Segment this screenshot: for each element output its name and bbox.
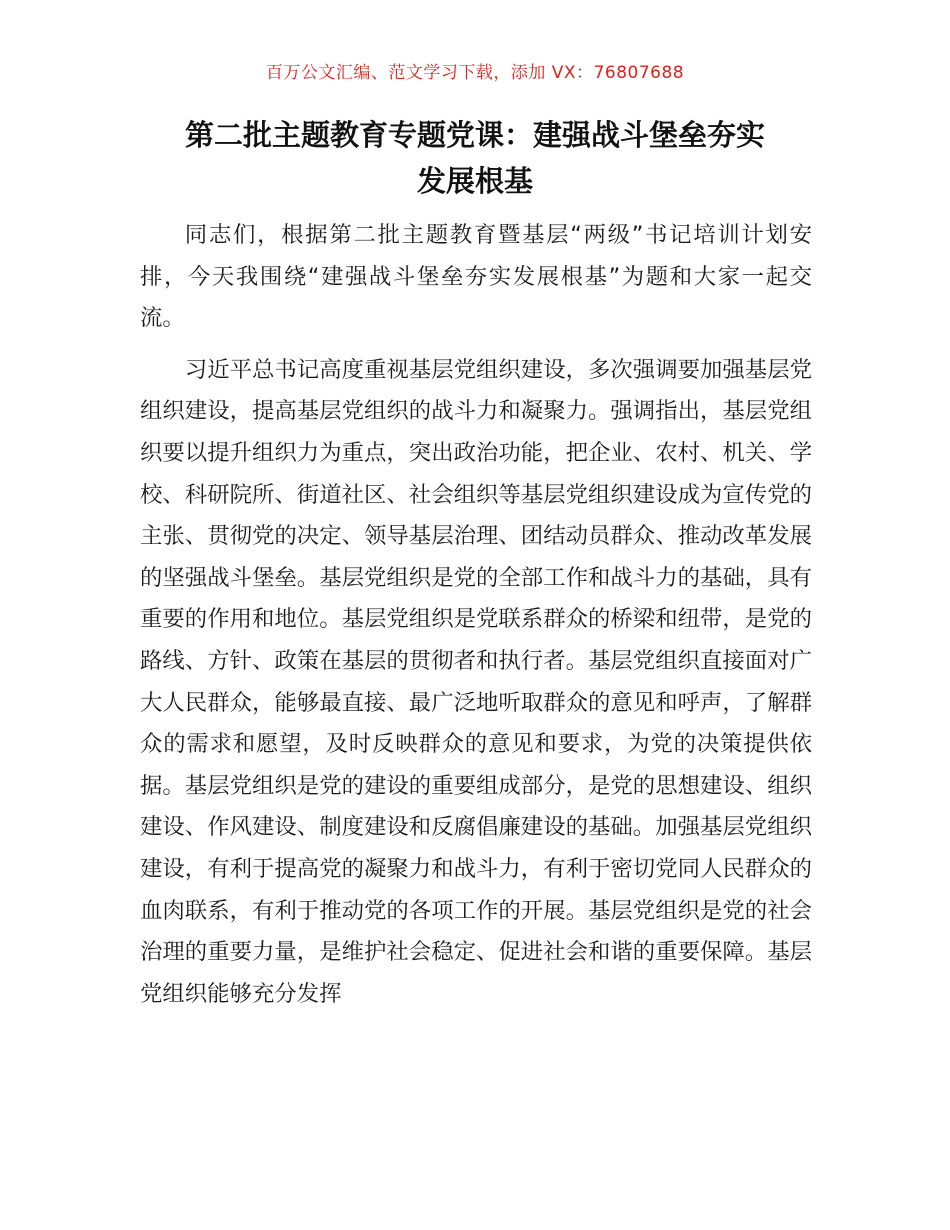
paragraph-1: 同志们，根据第二批主题教育暨基层“两级”书记培训计划安排，今天我围绕“建强战斗堡垒夯实发展根基”为题和大家一起交流。 <box>140 222 812 332</box>
paragraph-2: 习近平总书记高度重视基层党组织建设，多次强调要加强基层党组织建设，提高基层党组织的战斗力和凝聚力。强调指出，基层党组织要以提升组织力为重点，突出政治功能，把企业、农村、机关、学校、科研院所、街道社区、社会组织等基层党组织建设成为宣传党的主张、贯彻党的决定、领导基层治理、团结动员群众、推动改革发展的坚强战斗堡垒。基层党组织是党的全部工作和战斗力的基础，具有重要的作用和地位。基层党组织是党联系群众的桥梁和纽带，是党的路线、方针、政策在基层的贯彻者和执行者。基层党组织直接面对广大人民群众，能够最直接、最广泛地听取群众的意见和呼声，了解群众的需求和愿望，及时反映群众的意见和要求，为党的决策提供依据。基层党组织是党的建设的重要组成部分，是党的思想建设、组织建设、作风建设、制度建设和反腐倡廉建设的基础。加强基层党组织建设，有利于提高党的凝聚力和战斗力，有利于密切党同人民群众的血肉联系，有利于推动党的各项工作的开展。基层党组织是党的社会治理的重要力量，是维护社会稳定、促进社会和谐的重要保障。基层党组织能够充分发挥 <box>140 356 812 1007</box>
title-line-1: 第二批主题教育专题党课：建强战斗堡垒夯实 <box>184 118 765 152</box>
title-line-2: 发展根基 <box>416 164 533 198</box>
document-title <box>100 112 850 204</box>
header-note: 百万公文汇编、范文学习下载，添加 VX：76807688 <box>265 63 685 83</box>
document-body <box>140 215 812 1015</box>
